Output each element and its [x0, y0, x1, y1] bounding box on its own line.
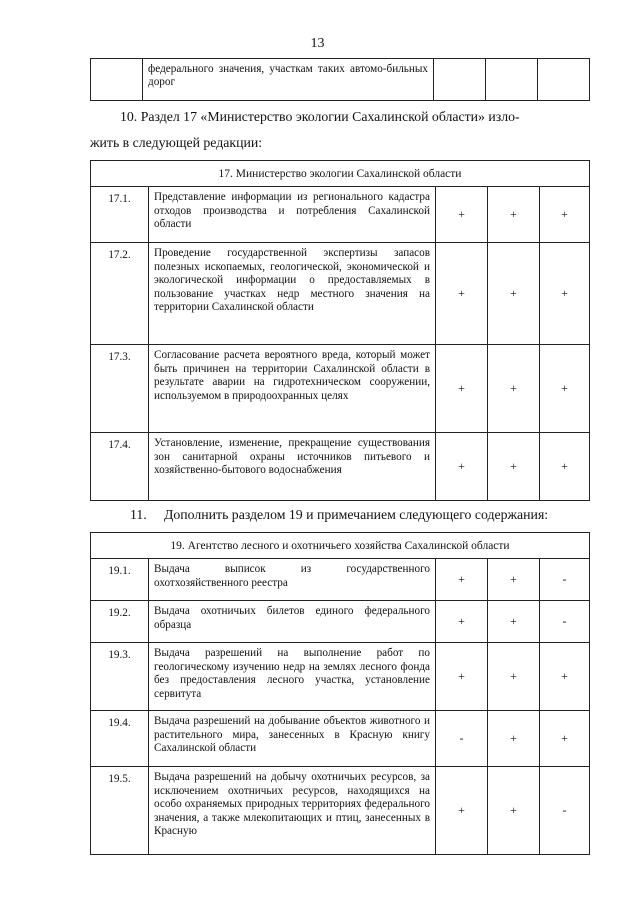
row-number: 19.2. — [91, 601, 149, 643]
row-text: Проведение государственной экспертизы запасов полезных ископаемых, геологической, экономической и экологической информации о предоставляемых в пользование участках недр местного значения на территории Сахалинской области — [149, 243, 436, 345]
section-title: 17. Министерство экологии Сахалинской области — [91, 161, 590, 187]
row-number: 19.3. — [91, 643, 149, 711]
table-row — [91, 345, 590, 433]
row-number — [91, 59, 143, 101]
mark-cell: + — [436, 767, 488, 855]
mark-cell: + — [436, 433, 488, 501]
mark-cell: + — [436, 559, 488, 601]
paragraph-10-line1: 10. Раздел 17 «Министерство экологии Сахалинской области» изло- — [120, 109, 520, 124]
row-number: 19.1. — [91, 559, 149, 601]
mark-cell: + — [488, 433, 540, 501]
mark-cell: + — [488, 601, 540, 643]
table-row — [91, 187, 590, 243]
paragraph-11: 11. Дополнить разделом 19 и примечанием следующего содержания: — [130, 507, 549, 522]
mark-cell: + — [488, 345, 540, 433]
row-text: Выдача выписок из государственного охотхозяйственного реестра — [149, 559, 436, 601]
row-text: федерального значения, участкам таких автомо-бильных дорог — [143, 59, 434, 101]
mark-cell: + — [540, 187, 590, 243]
page-number: 13 — [310, 36, 325, 51]
mark-cell: + — [540, 345, 590, 433]
mark-cell: - — [540, 559, 590, 601]
mark-cell — [486, 59, 538, 101]
mark-cell: - — [436, 711, 488, 767]
row-text: Выдача охотничьих билетов единого федерального образца — [149, 601, 436, 643]
row-text: Выдача разрешений на добывание объектов животного и растительного мира, занесенных в Красную книгу Сахалинской области — [149, 711, 436, 767]
table-row — [91, 711, 590, 767]
table-row — [91, 767, 590, 855]
table-header-row — [91, 533, 590, 559]
mark-cell: + — [540, 433, 590, 501]
mark-cell: + — [540, 243, 590, 345]
table-row — [91, 243, 590, 345]
section-title: 19. Агентство лесного и охотничьего хозяйства Сахалинской области — [91, 533, 590, 559]
mark-cell: - — [540, 601, 590, 643]
table-row — [91, 643, 590, 711]
mark-cell: + — [488, 643, 540, 711]
row-number: 19.4. — [91, 711, 149, 767]
paragraph-10-line2: жить в следующей редакции: — [90, 135, 263, 150]
table-row — [91, 559, 590, 601]
row-number: 17.4. — [91, 433, 149, 501]
row-text: Выдача разрешений на добычу охотничьих ресурсов, за исключением охотничьих ресурсов, находящихся на особо охраняемых природных территориях федерального значения, а также млекопитающих и птиц, занесенных в Красную — [149, 767, 436, 855]
row-text: Установление, изменение, прекращение существования зон санитарной охраны источников питьевого и хозяйственно-бытового водоснабжения — [149, 433, 436, 501]
row-text: Согласование расчета вероятного вреда, который может быть причинен на территории Сахалинской области в результате аварии на гидротехническом сооружении, используемом в природоохранных целях — [149, 345, 436, 433]
table-header-row — [91, 161, 590, 187]
mark-cell: + — [436, 187, 488, 243]
table-row — [91, 59, 590, 101]
row-number: 17.3. — [91, 345, 149, 433]
table-row — [91, 433, 590, 501]
mark-cell: + — [436, 345, 488, 433]
mark-cell: - — [540, 767, 590, 855]
row-number: 17.1. — [91, 187, 149, 243]
section-17-table — [90, 160, 590, 501]
mark-cell: + — [436, 601, 488, 643]
mark-cell — [434, 59, 486, 101]
row-text: Выдача разрешений на выполнение работ по геологическому изучению недр на землях лесного фонда без предоставления лесного участка, установление сервитута — [149, 643, 436, 711]
mark-cell: + — [488, 243, 540, 345]
row-text: Представление информации из регионального кадастра отходов производства и потребления Сахалинской области — [149, 187, 436, 243]
row-number: 19.5. — [91, 767, 149, 855]
row-number: 17.2. — [91, 243, 149, 345]
mark-cell: + — [436, 243, 488, 345]
mark-cell: + — [488, 711, 540, 767]
mark-cell: + — [488, 767, 540, 855]
mark-cell — [538, 59, 590, 101]
continuation-table — [90, 58, 590, 101]
section-19-table — [90, 532, 590, 855]
mark-cell: + — [488, 559, 540, 601]
mark-cell: + — [488, 187, 540, 243]
table-row — [91, 601, 590, 643]
mark-cell: + — [436, 643, 488, 711]
mark-cell: + — [540, 643, 590, 711]
mark-cell: + — [540, 711, 590, 767]
